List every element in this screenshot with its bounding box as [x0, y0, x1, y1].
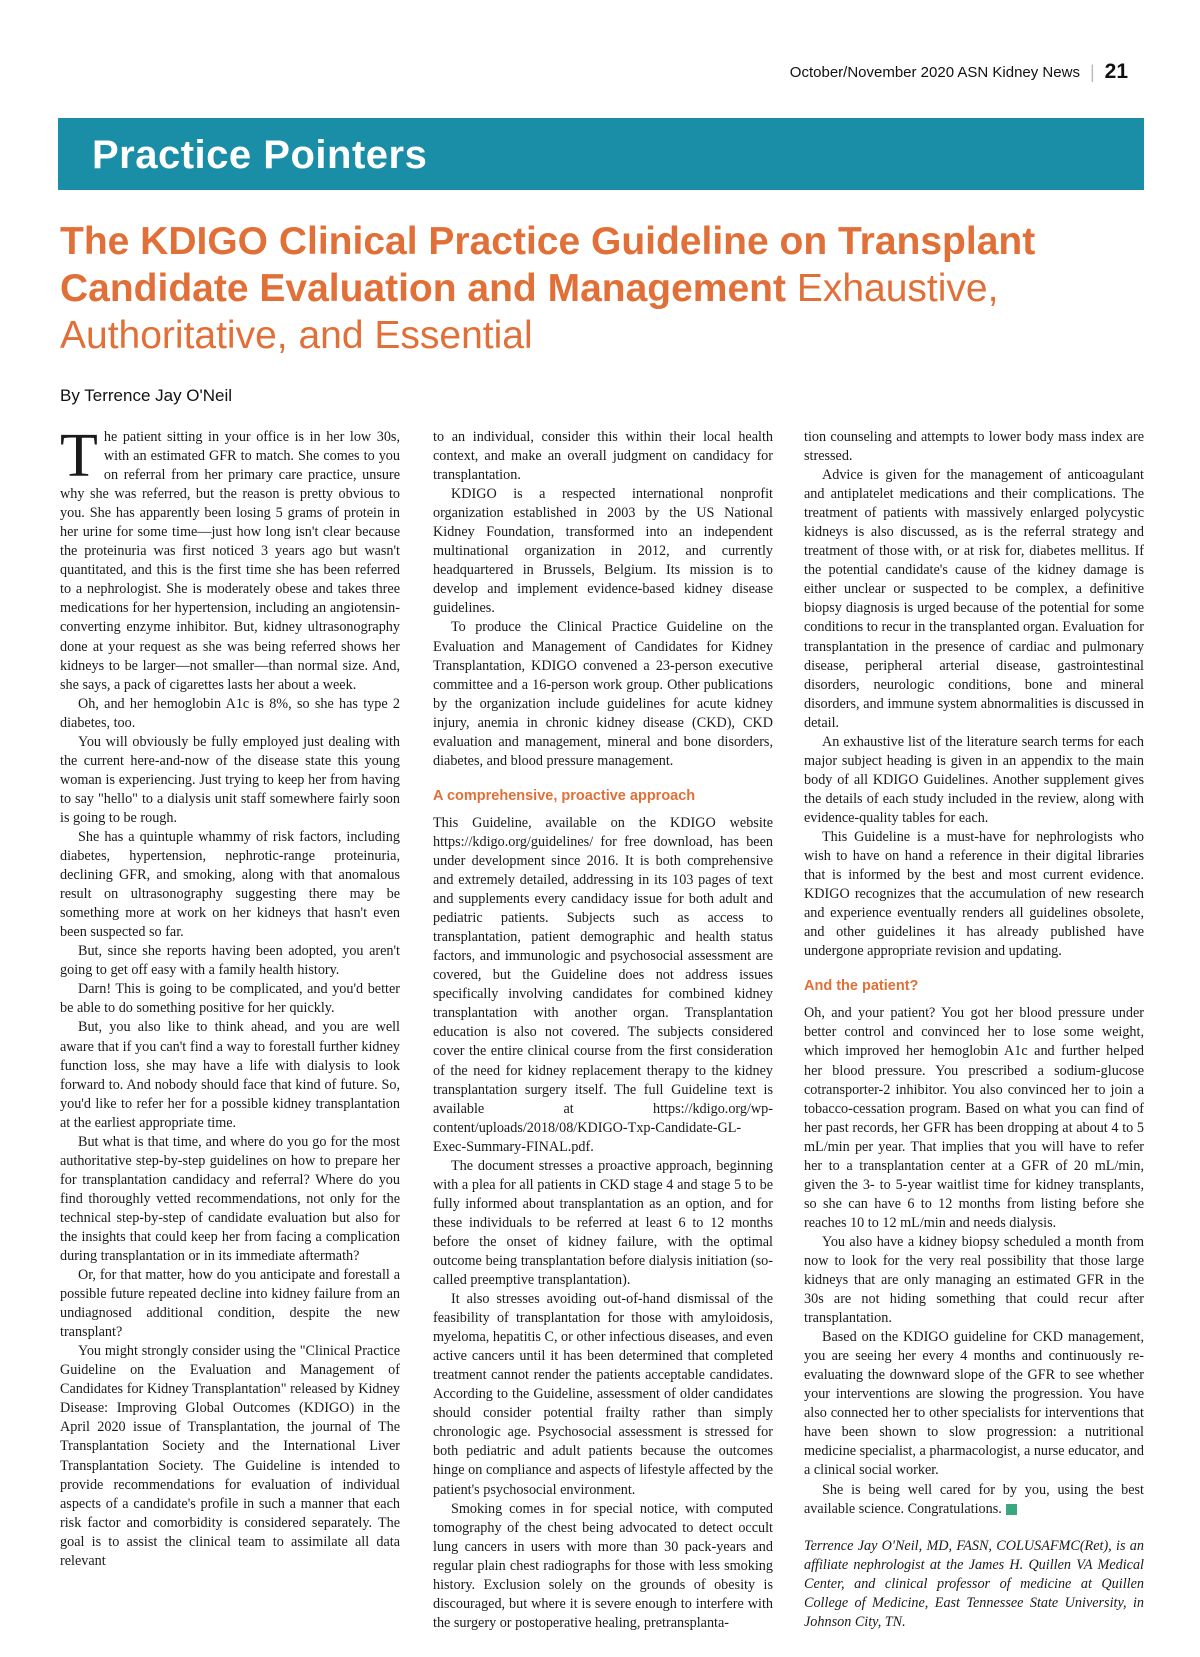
paragraph [60, 422, 400, 695]
drop-cap: T [60, 422, 98, 490]
header-separator: | [1089, 61, 1095, 82]
paragraph: An exhaustive list of the literature search terms for each major subject heading is given in an appendix to the main body of all KDIGO Guidelines. Another supplement gives the details of each study included in the review, along with evidence-quality tables for each. [804, 733, 1144, 826]
paragraph: to an individual, consider this within their local health context, and make an overall judgment on candidacy for transplantation. [433, 429, 773, 484]
page-number: 21 [1104, 60, 1128, 83]
paragraph: Darn! This is going to be complicated, and you'd better be able to do something positive for her quickly. [60, 981, 400, 1017]
paragraph: You also have a kidney biopsy scheduled a month from now to look for the very real possibility that those large kidneys that are only managing an estimated GFR in the 30s are not hiding something that could recur after transplantation. [804, 1233, 1144, 1327]
paragraph: Smoking comes in for special notice, with computed tomography of the chest being advocated to detect occult lung cancers in users with more than 30 pack-years and regular plain chest radiographs for those with less smoking history. Exclusion solely on the grounds of obesity is discouraged, but where it is severe enough to interfere with the surgery or postoperative healing, pretransplanta- [433, 1500, 773, 1631]
column-1 [60, 422, 400, 1571]
section-label: Practice Pointers [92, 133, 428, 177]
paragraph [804, 1481, 1144, 1519]
section-banner [58, 118, 1144, 190]
title-subtitle: Exhaustive, Authoritative, and Essential [60, 267, 999, 357]
column-3 [804, 428, 1144, 1632]
paragraph: But, you also like to think ahead, and you are well aware that if you can't find a way to forestall further kidney function loss, she may have a life with dialysis to look forward to. And nobody should face that kind of future. So, you'd like to refer her for a possible kidney transplantation at the earliest appropriate time. [60, 1019, 400, 1131]
title-main: The KDIGO Clinical Practice Guideline on Transplant Candidate Evaluation and Management [60, 220, 1036, 310]
paragraph: Based on the KDIGO guideline for CKD management, you are seeing her every 4 months and continuously re-evaluating the downward slope of the GFR to see whether your interventions are slowing the progression. You have also connected her to other specialists for interventions that have been shown to slow progression: a nutritional medicine specialist, a pharmacologist, a nurse educator, and a clinical social worker. [804, 1329, 1144, 1479]
paragraph: tion counseling and attempts to lower body mass index are stressed. [804, 429, 1144, 465]
subheading: A comprehensive, proactive approach [433, 787, 696, 804]
paragraph: It also stresses avoiding out-of-hand dismissal of the feasibility of transplantation for those with amyloidosis, myeloma, hepatitis C, or other infectious diseases, and even active cancers until it has been determined that completed treatment cannot render the patients acceptable candidates. According to the Guideline, assessment of older candidates should consider potential frailty rather than simply chronologic age. Psychosocial assessment is stressed for both pediatric and adult patients because the outcomes hinge on compliance and aspects of lifestyle affected by the patient's psychosocial environment. [433, 1291, 774, 1498]
issue-label: October/November 2020 ASN Kidney News [789, 63, 1080, 81]
paragraph: To produce the Clinical Practice Guideline on the Evaluation and Management of Candidates for Kidney Transplantation, KDIGO convened a 23-person executive committee and a 16-person work group. Other publications by the organization include guidelines for acute kidney injury, anemia in chronic kidney disease (CKD), CKD evaluation and management, mineral and bone disorders, diabetes, and blood pressure management. [433, 619, 773, 769]
paragraph: But, since she reports having been adopted, you aren't going to get off easy with a family health history. [60, 943, 400, 979]
paragraph: You might strongly consider using the "Clinical Practice Guideline on the Evaluation and Management of Candidates for Kidney Transplantation" released by Kidney Disease: Improving Global Outcomes (KDIGO) in the April 2020 issue of Transplantation, the journal of The Transplantation Society and the International Liver Transplantation Society. The Guideline is intended to provide recommendations for evaluation of individual aspects of a candidate's profile in such a manner that each risk factor and comorbidity is considered separately. The goal is to assist the clinical team to assimilate all data relevant [60, 1343, 400, 1569]
byline: By Terrence Jay O'Neil [60, 386, 233, 405]
article-title [60, 218, 1140, 359]
paragraph: Oh, and your patient? You got her blood pressure under better control and convinced her to lose some weight, which improved her hemoglobin A1c and further helped her blood pressure. You prescribed a sodium-glucose cotransporter-2 inhibitor. You also convinced her to join a tobacco-cessation program. Based on what you can find of her past records, her GFR has been dropping at about 4 to 5 mL/min per year. That implies that you will have to refer her to a transplantation center at a GFR of 20 mL/min, given the 3- to 5-year waitlist time for kidney transplants, so she can have 6 to 12 months from listing before she reaches 10 to 12 mL/min and needs dialysis. [804, 1005, 1144, 1231]
paragraph: This Guideline, available on the KDIGO website https://kdigo.org/guidelines/ for free download, has been under development since 2016. It is both comprehensive and extremely detailed, addressing in its 103 pages of text and supplements every candidacy issue for both adult and pediatric patients. Subjects such as access to transplantation, patient demographic and health status factors, and immunologic and psychosocial assessment are covered, but the Guideline does not address issues specifically involving candidates for combined kidney transplantation with another organ. Transplantation education is also not covered. The subjects considered cover the entire clinical course from the first consideration of the need for kidney replacement therapy to the kidney transplantation surgery itself. The full Guideline text is available at https://kdigo.org/wp-content/uploads/2018/08/KDIGO-Txp-Candidate-GL-Exec-Summary-FINAL.pdf. [433, 814, 773, 1155]
paragraph: This Guideline is a must-have for nephrologists who wish to have on hand a reference in their digital libraries that is informed by the best and most current evidence. KDIGO recognizes that the accumulation of new research and experience eventually renders all guidelines obsolete, and other guidelines it has already published have undergone appropriate revision and updating. [804, 828, 1144, 960]
author-bio: Terrence Jay O'Neil, MD, FASN, COLUSAFMC(Ret), is an affiliate nephrologist at the James H. Quillen VA Medical Center, and clinical professor of medicine at Quillen College of Medicine, East Tennessee State University, in Johnson City, TN. [804, 1537, 1144, 1630]
paragraph: The document stresses a proactive approach, beginning with a plea for all patients in CKD stage 4 and stage 5 to be fully informed about transplantation as an option, and for these individuals to be referred at least 6 to 12 months before the onset of kidney failure, with the optimal outcome being transplantation before dialysis initiation (so-called preemptive transplantation). [433, 1157, 773, 1289]
paragraph-text: he patient sitting in your office is in her low 30s, with an estimated GFR to match. She comes to you on referral from her primary care practice, unsure why she was referred, but the reason is pretty obvious to you. She has apparently been losing 5 grams of protein in her urine for some time—just how long isn't clear because the proteinuria was first noticed 3 years ago but wasn't quantitated, and this is the first time she has been referred to a nephrologist. She is moderately obese and takes three medications for her hypertension, including an angiotensin-converting enzyme inhibitor. But, kidney ultrasonography done at your request as she was being referred shows her kidneys to be larger—not smaller—than normal size. And, she says, a pack of cigarettes lasts her about a week. [60, 429, 400, 693]
closing-text: She is being well cared for by you, using the best available science. Congratulations. [804, 1481, 1144, 1517]
subheading: And the patient? [804, 978, 919, 995]
paragraph: You will obviously be fully employed just dealing with the current here-and-now of the disease state this young woman is experiencing. Just trying to keep her from having to say "hello" to a dialysis unit staff somewhere fairly soon is going to be rough. [60, 733, 400, 826]
column-2 [433, 428, 773, 1633]
paragraph: KDIGO is a respected international nonprofit organization established in 2003 by the US National Kidney Foundation, transformed into an independent multinational organization in 2012, and currently headquartered in Brussels, Belgium. Its mission is to develop and implement evidence-based kidney disease guidelines. [433, 486, 773, 617]
running-header [790, 60, 1128, 84]
end-mark-icon [1006, 1504, 1017, 1515]
paragraph: She has a quintuple whammy of risk factors, including diabetes, hypertension, nephrotic-range proteinuria, declining GFR, and smoking, along with that anomalous result on ultrasonography suggesting there may be something more at work on her kidneys that hasn't even been suspected so far. [60, 828, 400, 941]
paragraph: Advice is given for the management of anticoagulant and antiplatelet medications and their complications. The treatment of patients with massively enlarged polycystic kidneys is also discussed, as is the referral strategy and treatment of those with, or at risk for, diabetes mellitus. If the potential candidate's cause of the kidney damage is either unclear or suspected to be complex, a definitive biopsy diagnosis is urged because of the potential for some conditions to recur in the transplanted organ. Evaluation for transplantation in the presence of cardiac and pulmonary disease, peripheral arterial disease, gastrointestinal disorders, neurologic conditions, bone and mineral disorders, and immune system abnormalities is discussed in detail. [804, 467, 1144, 731]
paragraph: But what is that time, and where do you go for the most authoritative step-by-step guidelines on how to prepare her for transplantation candidacy and referral? Where do you find thoroughly vetted recommendations, not only for the technical step-by-step of candidate evaluation but also for the insights that could keep her from facing a complication during transplantation or in its immediate aftermath? [60, 1133, 400, 1265]
paragraph: Oh, and her hemoglobin A1c is 8%, so she has type 2 diabetes, too. [60, 695, 400, 731]
paragraph: Or, for that matter, how do you anticipate and forestall a possible future repeated decline into kidney failure from an undiagnosed additional condition, despite the new transplant? [60, 1267, 400, 1341]
